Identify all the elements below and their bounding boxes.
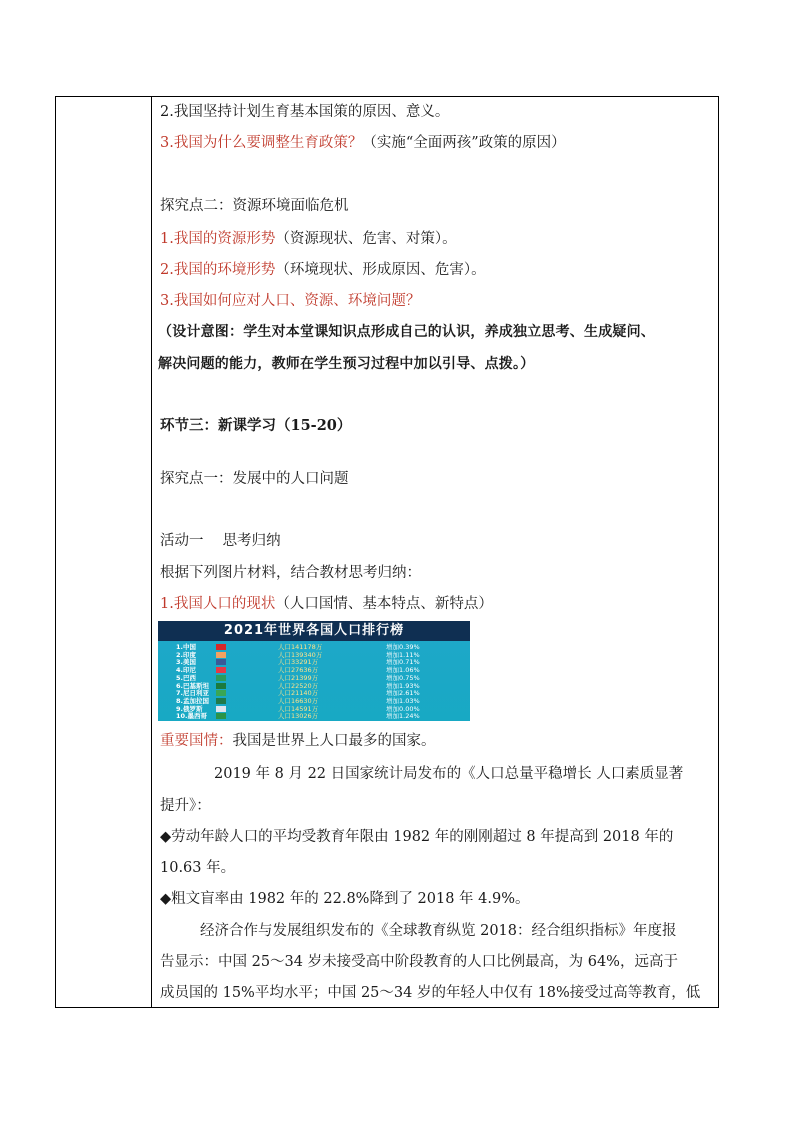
ranking-increase: 增加0.39% — [386, 643, 420, 651]
ranking-country: 3.美国 — [176, 658, 196, 667]
design-intent: （设计意图：学生对本堂课知识点形成自己的认识，养成独立思考、生成疑问、 — [158, 324, 655, 340]
note-text: （人口国情、基本特点、新特点） — [275, 596, 493, 612]
text-line: 根据下列图片材料，结合教材思考归纳： — [160, 565, 421, 581]
ranking-country: 6.巴基斯坦 — [176, 681, 209, 690]
ranking-increase: 增加1.93% — [386, 681, 420, 690]
ranking-title: 2021年世界各国人口排行榜 — [158, 621, 470, 641]
flag-icon — [216, 683, 226, 689]
text-line — [160, 260, 486, 280]
section-heading: 探究点一：发展中的人口问题 — [160, 471, 349, 487]
question-text: 3.我国如何应对人口、资源、环境问题？ — [160, 293, 421, 309]
ranking-population: 人口16630万 — [278, 696, 319, 705]
paragraph-line: 10.63 年。 — [160, 860, 236, 876]
ranking-increase: 增加0.71% — [386, 658, 420, 667]
ranking-country: 7.尼日利亚 — [176, 689, 209, 698]
ranking-country: 10.墨西哥 — [176, 712, 208, 721]
design-intent: 解决问题的能力，教师在学生预习过程中加以引导、点拨。） — [158, 356, 535, 372]
flag-icon — [216, 659, 226, 665]
flag-icon — [216, 644, 226, 650]
ranking-increase: 增加1.24% — [386, 712, 420, 721]
flag-icon — [216, 675, 226, 681]
flag-icon — [216, 713, 226, 719]
ranking-country: 9.俄罗斯 — [176, 704, 203, 713]
ranking-country: 8.孟加拉国 — [176, 696, 209, 705]
paragraph-line: 提升》： — [160, 798, 211, 814]
text-line: 2.我国坚持计划生育基本国策的原因、意义。 — [160, 104, 450, 120]
label-text: 重要国情： — [160, 733, 233, 749]
text-line — [160, 229, 457, 249]
note-text: （实施“全面两孩”政策的原因） — [362, 135, 566, 151]
text-line — [160, 731, 436, 751]
ranking-population: 人口21140万 — [278, 689, 319, 698]
ranking-population: 人口13026万 — [278, 712, 319, 721]
paragraph-line: ◆粗文盲率由 1982 年的 22.8%降到了 2018 年 4.9%。 — [160, 891, 530, 907]
flag-icon — [216, 698, 226, 704]
ranking-increase: 增加0.00% — [386, 704, 420, 713]
ranking-population: 人口22520万 — [278, 681, 319, 690]
note-text: （环境现状、形成原因、危害）。 — [275, 262, 486, 278]
paragraph-line: 经济合作与发展组织发布的《全球教育纵览 2018：经合组织指标》年度报 — [200, 923, 677, 939]
text-line — [160, 133, 566, 153]
paragraph-line: 成员国的 15%平均水平；中国 25～34 岁的年轻人中仅有 18%接受过高等教育，低 — [160, 985, 701, 1001]
ranking-population: 人口33291万 — [278, 658, 319, 667]
ranking-increase: 增加1.06% — [386, 666, 420, 675]
ranking-country: 4.印尼 — [176, 666, 196, 675]
ranking-population: 人口21399万 — [278, 673, 319, 682]
text-line — [160, 594, 493, 614]
ranking-increase: 增加1.03% — [386, 696, 420, 705]
note-text: 我国是世界上人口最多的国家。 — [232, 733, 436, 749]
paragraph-line: 2019 年 8 月 22 日国家统计局发布的《人口总量平稳增长 人口素质显著 — [214, 766, 684, 782]
note-text: （资源现状、危害、对策）。 — [275, 231, 457, 247]
paragraph-line: 告显示：中国 25～34 岁未接受高中阶段教育的人口比例最高，为 64%，远高于 — [160, 954, 678, 970]
ranking-country: 1.中国 — [176, 643, 196, 651]
ranking-increase: 增加2.61% — [386, 689, 420, 698]
ranking-population: 人口141178万 — [278, 643, 323, 651]
ranking-population: 人口14591万 — [278, 704, 319, 713]
section-heading: 探究点二：资源环境面临危机 — [160, 198, 349, 214]
flag-icon — [216, 652, 226, 658]
ranking-country: 2.印度 — [176, 650, 196, 659]
section-heading: 环节三：新课学习（15-20） — [160, 417, 352, 434]
ranking-population: 人口27636万 — [278, 666, 319, 675]
question-text: 1.我国人口的现状 — [160, 596, 276, 612]
population-ranking-image — [158, 621, 470, 721]
text-line: 活动一 思考归纳 — [160, 533, 281, 549]
ranking-population: 人口139340万 — [278, 650, 323, 659]
ranking-increase: 增加0.75% — [386, 673, 420, 682]
ranking-country: 5.巴西 — [176, 673, 196, 682]
question-text: 3.我国为什么要调整生育政策？ — [160, 135, 363, 151]
paragraph-line: ◆劳动年龄人口的平均受教育年限由 1982 年的刚刚超过 8 年提高到 2018 年的 — [160, 829, 674, 845]
flag-icon — [216, 690, 226, 696]
flag-icon — [216, 706, 226, 712]
question-text: 1.我国的资源形势 — [160, 231, 276, 247]
lesson-content — [160, 0, 715, 1123]
question-text: 2.我国的环境形势 — [160, 262, 276, 278]
column-divider — [151, 97, 152, 1007]
flag-icon — [216, 667, 226, 673]
ranking-row — [158, 712, 470, 720]
ranking-increase: 增加1.11% — [386, 650, 420, 659]
